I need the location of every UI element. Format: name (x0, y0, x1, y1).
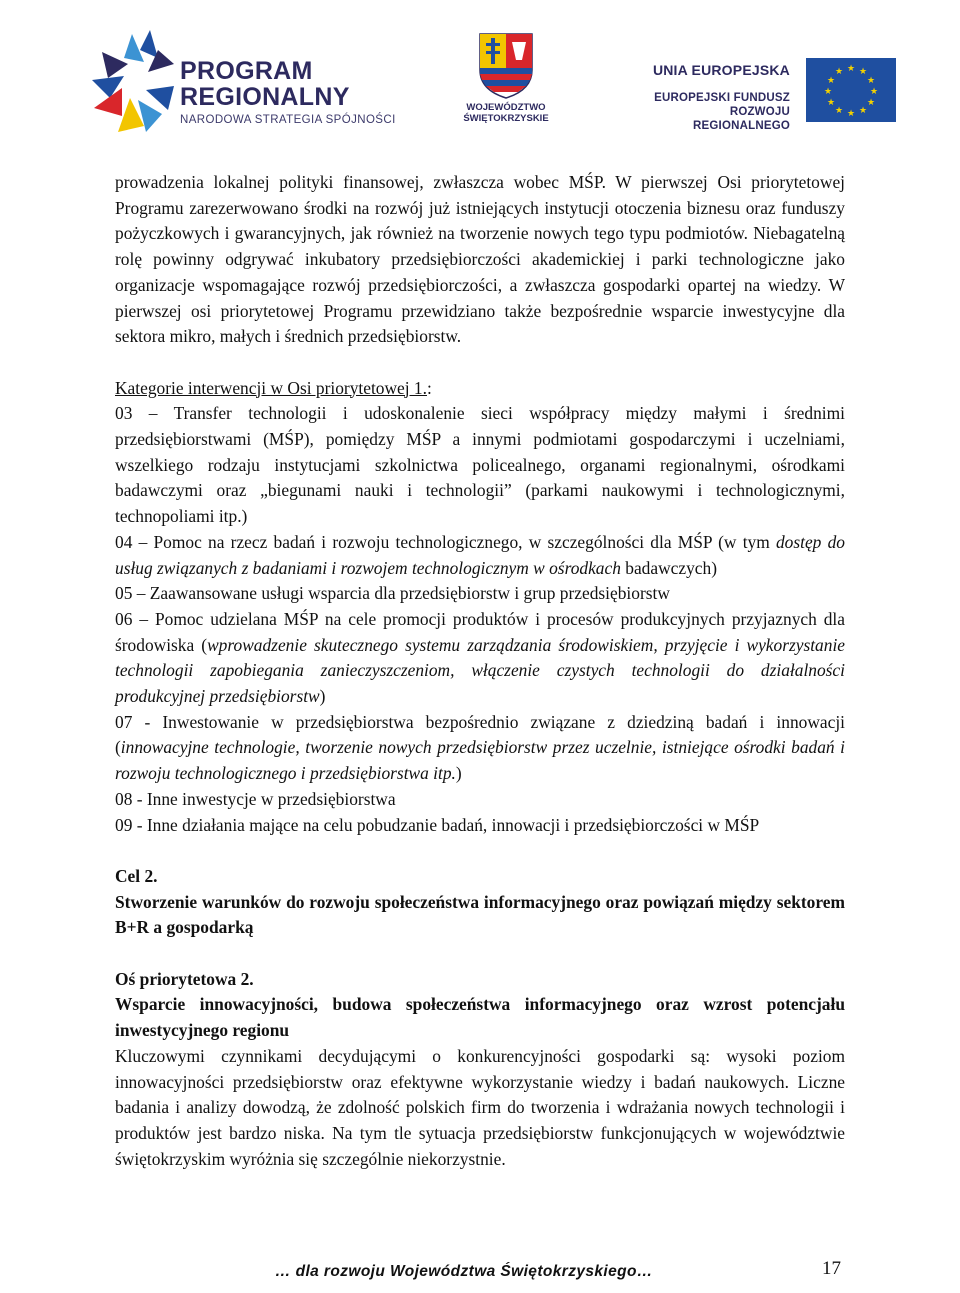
category-06-italic: wprowadzenie skutecznego systemu zarządzania środowiskiem, przyjęcie i wykorzystanie technologii zapobiegania zanieczyszczeniom, włączenie czystych technologii do działalności produkcyjnej przedsiębiorstw (115, 634, 845, 707)
categories-heading-text: Kategorie interwencji w Osi priorytetowej 1. (115, 377, 427, 398)
svg-text:★: ★ (866, 76, 876, 86)
axis-title: Wsparcie innowacyjności, budowa społeczeństwa informacyjnego oraz wzrost potencjału inwestycyjnego regionu (115, 994, 845, 1041)
categories-heading (115, 376, 845, 402)
category-07-end: ) (455, 763, 462, 784)
category-03: 03 – Transfer technologii i udoskonalenie sieci współpracy między małymi i średnimi przedsiębiorstwami (MŚP), pomiędzy MŚP a innymi podmiotami gospodarczymi i uczelniami, wszelkiego rodzaju instytucjami szkolnictwa policealnego, organami regionalnymi, ośrodkami badawczymi oraz „biegunami nauki i technologii” (parkami naukowymi i technologicznymi, technopoliami itp.) (115, 403, 845, 527)
svg-text:★: ★ (866, 98, 876, 108)
svg-text:★: ★ (846, 109, 856, 119)
eu-flag-icon (806, 58, 896, 122)
paragraph-intro: prowadzenia lokalnej polityki finansowej, zwłaszcza wobec MŚP. W pierwszej Osi priorytetowej Programu zarezerwowano środki na rozwój już istniejących instytucji otoczenia biznesu oraz funduszy pożyczkowych i gwarancyjnych, jak również na tworzenie nowych tego typu podmiotów. Niebagatelną rolę powinny odgrywać inkubatory przedsiębiorczości akademickiej i parki technologiczne jako organizacje wspomagające rozwój przedsiębiorczości, a zwłaszcza gospodarki opartej na wiedzy. W pierwszej osi priorytetowej Programu przewidziano także bezpośrednie wsparcie inwestycyjne dla sektora mikro, małych i średnich przedsiębiorstw. (115, 172, 845, 347)
category-04-end: badawczych) (620, 557, 717, 578)
category-04 (115, 530, 845, 581)
coat-of-arms-icon (460, 30, 552, 100)
category-06 (115, 607, 845, 710)
wojewodztwo-logo (460, 30, 552, 130)
categories-heading-colon: : (426, 377, 432, 398)
wojewodztwo-text (460, 102, 552, 124)
program-regionalny-text (180, 58, 396, 126)
category-08: 08 - Inne inwestycje w przedsiębiorstwa (115, 788, 396, 809)
svg-text:★: ★ (826, 76, 836, 86)
category-06-end: ) (319, 686, 326, 707)
eu-line-3: ROZWOJU REGIONALNEGO (693, 106, 790, 132)
category-04-italic: dostęp do usług związanych z badaniami i rozwojem technologicznym w ośrodkach (115, 531, 845, 578)
category-04-start: 04 – Pomoc na rzecz badań i rozwoju technologicznego, w szczególności dla MŚP (w tym (115, 531, 776, 552)
svg-text:★: ★ (869, 87, 879, 97)
strategy-line: NARODOWA STRATEGIA SPÓJNOŚCI (180, 114, 396, 126)
svg-text:★: ★ (823, 87, 833, 97)
eu-line-1: UNIA EUROPEJSKA (652, 62, 790, 78)
eu-line-2: EUROPEJSKI FUNDUSZ (654, 92, 790, 104)
page-number: 17 (822, 1258, 841, 1279)
svg-text:★: ★ (834, 67, 844, 77)
goal-title: Stworzenie warunków do rozwoju społeczeństwa informacyjnego oraz powiązań między sektorem B+R a gospodarką (115, 891, 845, 938)
spacer (115, 838, 845, 864)
region-line-2: ŚWIĘTOKRZYSKIE (463, 113, 549, 124)
category-07 (115, 710, 845, 787)
spacer (115, 941, 845, 967)
footer-slogan: … dla rozwoju Województwa Świętokrzyskiego… (275, 1263, 653, 1280)
star-burst-icon (88, 28, 178, 138)
paragraph-last: Kluczowymi czynnikami decydującymi o konkurencyjności gospodarki są: wysoki poziom innowacyjności przedsiębiorstw oraz efektywne wykorzystanie wiedzy i badań naukowych. Liczne badania i analizy dowodzą, że zdolność polskich firm do tworzenia i wdrażania nowych technologii i produktów jest bardzo niska. Na tym tle sytuacja przedsiębiorstw funkcjonujących w województwie świętokrzyskim wyróżnia się szczególnie niekorzystnie. (115, 1045, 845, 1169)
document-body (115, 170, 845, 1172)
goal-label: Cel 2. (115, 865, 158, 886)
page-header (0, 0, 960, 150)
svg-text:★: ★ (858, 67, 868, 77)
eu-text (630, 52, 790, 133)
eu-logo (630, 52, 900, 132)
svg-text:★: ★ (826, 98, 836, 108)
svg-text:★: ★ (858, 106, 868, 116)
region-line-1: WOJEWÓDZTWO (466, 102, 546, 113)
category-07-italic: innowacyjne technologie, tworzenie nowych przedsiębiorstw przez uczelnie, istniejące ośrodki badań i rozwoju technologicznego i przedsiębiorstwa itp. (115, 737, 845, 784)
program-line: PROGRAM (180, 57, 313, 85)
category-07-start: 07 - Inwestowanie w przedsiębiorstwa bezpośrednio związane z dziedziną badań i innowacji ( (115, 711, 845, 758)
program-regionalny-logo (88, 28, 418, 138)
spacer (115, 350, 845, 376)
category-09: 09 - Inne działania mające na celu pobudzanie badań, innowacji i przedsiębiorczości w MŚP (115, 814, 760, 835)
svg-text:★: ★ (834, 106, 844, 116)
axis-label: Oś priorytetowa 2. (115, 968, 254, 989)
svg-text:★: ★ (846, 64, 856, 74)
category-06-start: 06 – Pomoc udzielana MŚP na cele promocji produktów i procesów produkcyjnych przyjaznych dla środowiska ( (115, 608, 845, 655)
category-05: 05 – Zaawansowane usługi wsparcia dla przedsiębiorstw i grup przedsiębiorstw (115, 583, 670, 604)
regionalny-line: REGIONALNY (180, 83, 350, 111)
